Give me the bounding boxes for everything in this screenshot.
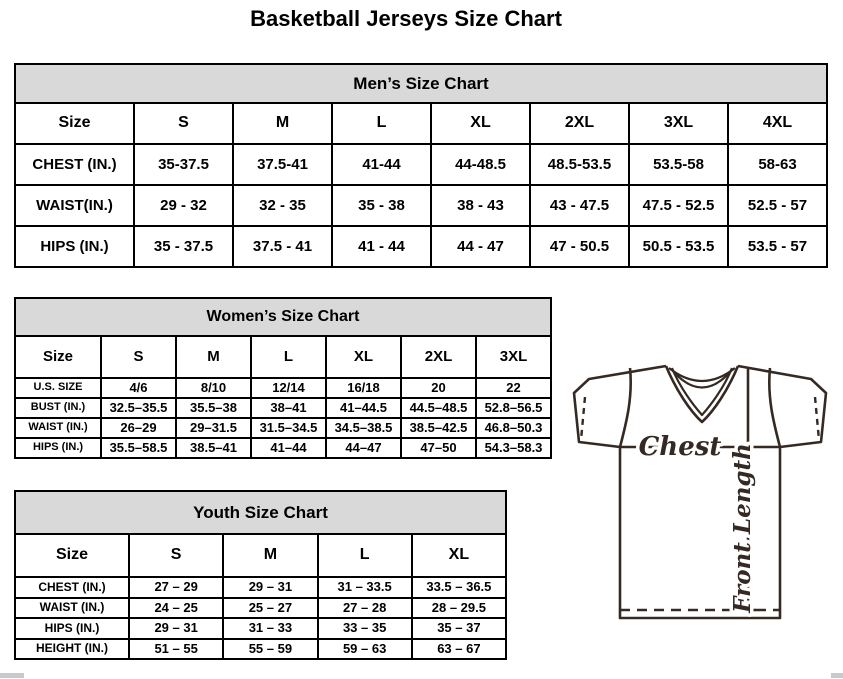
column-header: L (332, 103, 431, 144)
size-value-cell: 8/10 (176, 378, 251, 398)
column-header: 3XL (629, 103, 728, 144)
row-label: U.S. SIZE (15, 378, 101, 398)
table-row (15, 144, 827, 185)
column-header: Size (15, 336, 101, 378)
size-value-cell: 41–44 (251, 438, 326, 458)
column-header: 3XL (476, 336, 551, 378)
size-value-cell: 27 – 29 (129, 577, 223, 598)
jersey-right-seam (769, 368, 780, 447)
column-header: Size (15, 534, 129, 577)
row-label: WAIST (IN.) (15, 418, 101, 438)
size-value-cell: 50.5 - 53.5 (629, 226, 728, 267)
size-value-cell: 54.3–58.3 (476, 438, 551, 458)
page-title: Basketball Jerseys Size Chart (250, 6, 562, 31)
size-value-cell: 29 – 31 (223, 577, 317, 598)
column-header: 4XL (728, 103, 827, 144)
column-header: L (318, 534, 412, 577)
chest-label: Chest (638, 432, 722, 462)
size-value-cell: 34.5–38.5 (326, 418, 401, 438)
column-header: 2XL (401, 336, 476, 378)
size-value-cell: 48.5-53.5 (530, 144, 629, 185)
size-value-cell: 38.5–41 (176, 438, 251, 458)
jersey-collar-back-arc (669, 368, 735, 381)
size-value-cell: 55 – 59 (223, 639, 317, 660)
row-label: HIPS (IN.) (15, 438, 101, 458)
row-label: HIPS (IN.) (15, 226, 134, 267)
column-header: XL (326, 336, 401, 378)
size-value-cell: 29 - 32 (134, 185, 233, 226)
table-row (15, 639, 506, 660)
column-header: Size (15, 103, 134, 144)
size-value-cell: 47 - 50.5 (530, 226, 629, 267)
column-header: 2XL (530, 103, 629, 144)
size-value-cell: 32.5–35.5 (101, 398, 176, 418)
size-value-cell: 44.5–48.5 (401, 398, 476, 418)
size-value-cell: 44 - 47 (431, 226, 530, 267)
size-value-cell: 37.5-41 (233, 144, 332, 185)
size-value-cell: 51 – 55 (129, 639, 223, 660)
jersey-right-cuff-stitch (815, 397, 819, 440)
size-value-cell: 4/6 (101, 378, 176, 398)
column-header: M (223, 534, 317, 577)
column-header: S (134, 103, 233, 144)
row-label: WAIST (IN.) (15, 598, 129, 619)
jersey-left-seam (620, 368, 631, 447)
row-label: CHEST (IN.) (15, 577, 129, 598)
jersey-left-cuff-stitch (581, 397, 585, 440)
jersey-right-sleeve (738, 366, 826, 447)
size-value-cell: 53.5 - 57 (728, 226, 827, 267)
mens-size-table (14, 63, 828, 268)
size-value-cell: 33 – 35 (318, 618, 412, 639)
size-value-cell: 35-37.5 (134, 144, 233, 185)
table-row (15, 378, 551, 398)
size-value-cell: 35 - 37.5 (134, 226, 233, 267)
size-value-cell: 22 (476, 378, 551, 398)
table-row (15, 185, 827, 226)
size-value-cell: 41–44.5 (326, 398, 401, 418)
size-value-cell: 59 – 63 (318, 639, 412, 660)
table-row (15, 598, 506, 619)
column-header: XL (412, 534, 506, 577)
mens-table-title: Men’s Size Chart (15, 64, 827, 103)
size-value-cell: 16/18 (326, 378, 401, 398)
size-value-cell: 35 – 37 (412, 618, 506, 639)
size-value-cell: 25 – 27 (223, 598, 317, 619)
row-label: BUST (IN.) (15, 398, 101, 418)
size-value-cell: 47.5 - 52.5 (629, 185, 728, 226)
row-label: CHEST (IN.) (15, 144, 134, 185)
size-value-cell: 52.8–56.5 (476, 398, 551, 418)
size-value-cell: 29–31.5 (176, 418, 251, 438)
size-value-cell: 38.5–42.5 (401, 418, 476, 438)
column-header: S (101, 336, 176, 378)
row-label: WAIST(IN.) (15, 185, 134, 226)
size-value-cell: 35 - 38 (332, 185, 431, 226)
table-row (15, 618, 506, 639)
table-row (15, 418, 551, 438)
womens-table-title: Women’s Size Chart (15, 298, 551, 336)
size-value-cell: 24 – 25 (129, 598, 223, 619)
size-value-cell: 46.8–50.3 (476, 418, 551, 438)
jersey-measurement-diagram (558, 358, 840, 630)
jersey-body (620, 447, 780, 618)
size-value-cell: 37.5 - 41 (233, 226, 332, 267)
size-value-cell: 38–41 (251, 398, 326, 418)
column-header: S (129, 534, 223, 577)
size-value-cell: 35.5–38 (176, 398, 251, 418)
size-value-cell: 29 – 31 (129, 618, 223, 639)
size-value-cell: 53.5-58 (629, 144, 728, 185)
size-value-cell: 12/14 (251, 378, 326, 398)
size-value-cell: 31.5–34.5 (251, 418, 326, 438)
size-value-cell: 52.5 - 57 (728, 185, 827, 226)
table-row (15, 398, 551, 418)
jersey-collar-back-arc (673, 371, 731, 388)
row-label: HIPS (IN.) (15, 618, 129, 639)
size-value-cell: 44–47 (326, 438, 401, 458)
size-value-cell: 41 - 44 (332, 226, 431, 267)
youth-table-title: Youth Size Chart (15, 491, 506, 534)
column-header: XL (431, 103, 530, 144)
size-value-cell: 58-63 (728, 144, 827, 185)
column-header: M (233, 103, 332, 144)
scrollbar-corner-right (831, 673, 843, 678)
table-row (15, 226, 827, 267)
column-header: L (251, 336, 326, 378)
size-value-cell: 63 – 67 (412, 639, 506, 660)
youth-size-table (14, 490, 507, 660)
size-value-cell: 35.5–58.5 (101, 438, 176, 458)
scrollbar-corner-left (0, 673, 24, 678)
row-label: HEIGHT (IN.) (15, 639, 129, 660)
size-value-cell: 47–50 (401, 438, 476, 458)
size-value-cell: 27 – 28 (318, 598, 412, 619)
size-value-cell: 31 – 33 (223, 618, 317, 639)
size-value-cell: 43 - 47.5 (530, 185, 629, 226)
size-value-cell: 41-44 (332, 144, 431, 185)
table-row (15, 438, 551, 458)
size-value-cell: 32 - 35 (233, 185, 332, 226)
womens-size-table (14, 297, 552, 459)
size-value-cell: 28 – 29.5 (412, 598, 506, 619)
size-value-cell: 33.5 – 36.5 (412, 577, 506, 598)
size-value-cell: 26–29 (101, 418, 176, 438)
size-value-cell: 44-48.5 (431, 144, 530, 185)
size-value-cell: 38 - 43 (431, 185, 530, 226)
column-header: M (176, 336, 251, 378)
front-length-label: Front Length (729, 443, 756, 613)
table-row (15, 577, 506, 598)
size-value-cell: 31 – 33.5 (318, 577, 412, 598)
size-value-cell: 20 (401, 378, 476, 398)
